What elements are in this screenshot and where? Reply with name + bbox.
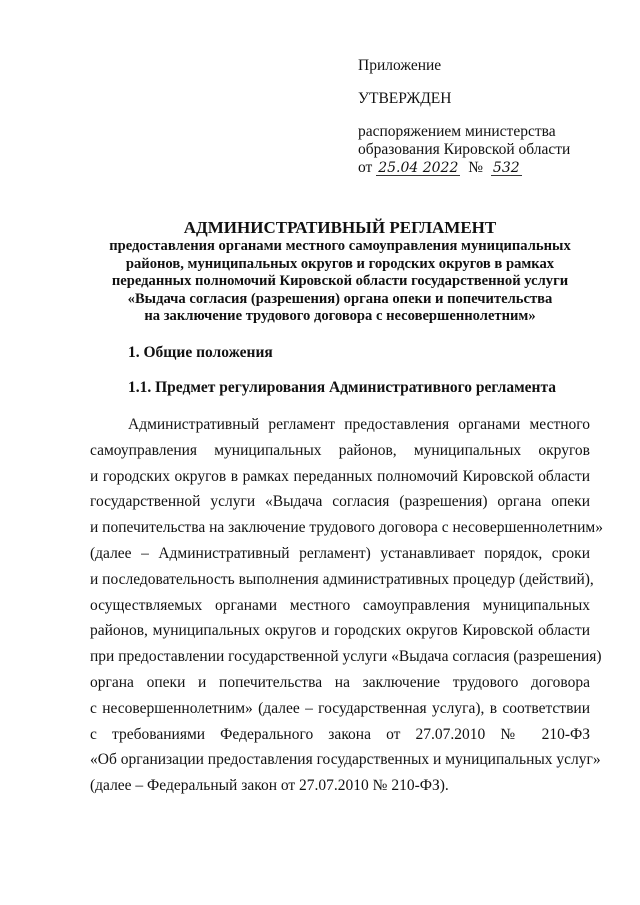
paragraph-line: осуществляемых органами местного самоуправления муниципальных (90, 596, 590, 614)
document-title: АДМИНИСТРАТИВНЫЙ РЕГЛАМЕНТ (183, 218, 497, 237)
paragraph-line: при предоставлении государственной услуги «Выдача согласия (разрешения) (90, 648, 602, 666)
subtitle-line: на заключение трудового договора с несовершеннолетним» (144, 308, 536, 325)
order-date-line (358, 159, 570, 177)
date-prefix: от (358, 159, 373, 176)
subtitle-line: районов, муниципальных округов и городских округов в рамках (125, 255, 555, 272)
paragraph-line: с несовершеннолетним» (далее – государственная услуга), в соответствии (90, 699, 590, 717)
order-line-2: образования Кировской области (358, 141, 571, 158)
paragraph-line: государственной услуги «Выдача согласия (разрешения) органа опеки (90, 493, 590, 511)
subsection-heading: 1.1. Предмет регулирования Административного регламента (128, 379, 557, 396)
document-subtitle (60, 238, 620, 326)
paragraph-line: (далее – Федеральный закон от 27.07.2010 № 210-ФЗ). (90, 777, 449, 795)
handwritten-number: 532 (492, 160, 520, 176)
paragraph-line: «Об организации предоставления государственных и муниципальных услуг» (90, 751, 601, 769)
paragraph-line: органа опеки и попечительства на заключение трудового договора (90, 673, 590, 691)
paragraph-line: и городских округов в рамках переданных полномочий Кировской области (90, 467, 590, 485)
paragraph-line: Административный регламент предоставления органами местного (128, 416, 590, 433)
approved-label: УТВЕРЖДЕН (358, 90, 452, 107)
paragraph-line: (далее – Административный регламент) устанавливает порядок, сроки (90, 544, 590, 562)
subtitle-line: «Выдача согласия (разрешения) органа опеки и попечительства (127, 290, 553, 307)
number-sign: № (468, 159, 484, 176)
appendix-label: Приложение (358, 57, 442, 74)
paragraph-line: районов, муниципальных округов и городских округов Кировской области (90, 622, 590, 640)
subtitle-line: предоставления органами местного самоуправления муниципальных (109, 238, 571, 254)
order-line-1: распоряжением министерства (358, 123, 556, 140)
subtitle-line: переданных полномочий Кировской области государственной услуги (111, 273, 569, 290)
section-heading: 1. Общие положения (128, 344, 273, 361)
paragraph-line: и попечительства на заключение трудового договора с несовершеннолетним» (90, 519, 603, 537)
paragraph-line: с требованиями Федерального закона от 27.07.2010 № 210-ФЗ (90, 725, 590, 743)
paragraph-line: самоуправления муниципальных районов, муниципальных округов (90, 441, 590, 459)
approval-order-block (358, 123, 570, 177)
paragraph-line: и последовательность выполнения административных процедур (действий), (90, 570, 594, 588)
body-paragraph (90, 412, 603, 799)
handwritten-date: 25.04 2022 (378, 160, 459, 176)
